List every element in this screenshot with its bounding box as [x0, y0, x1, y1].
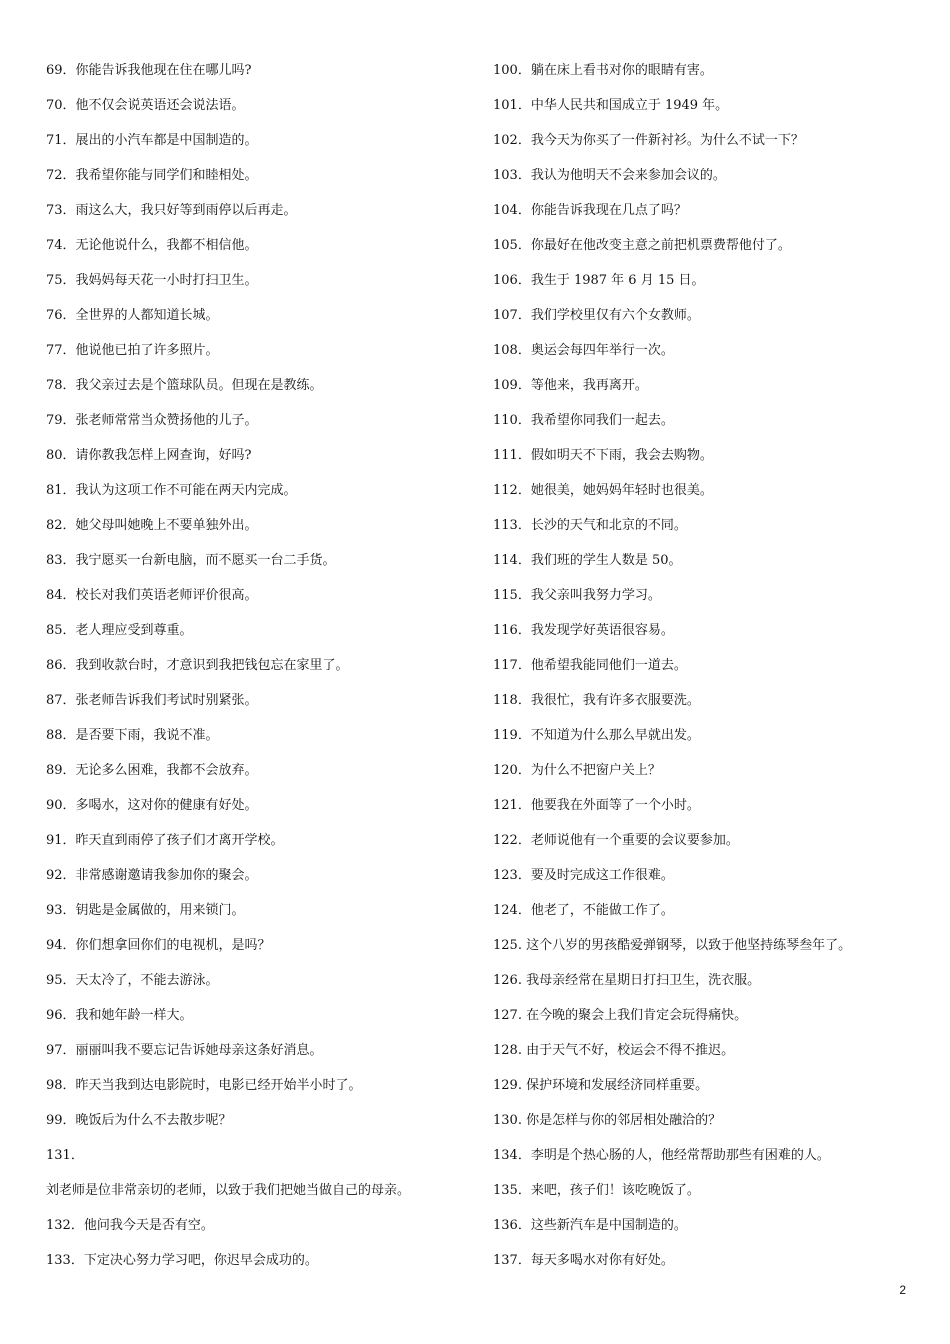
sentence-line: 82．她父母叫她晚上不要单独外出。 [46, 518, 258, 533]
sentence-line: 76．全世界的人都知道长城。 [46, 308, 219, 323]
sentence-line: 101．中华人民共和国成立于 1949 年。 [493, 98, 729, 113]
sentence-line: 71．展出的小汽车都是中国制造的。 [46, 133, 258, 148]
sentence-line: 136．这些新汽车是中国制造的。 [493, 1218, 687, 1233]
sentence-line: 81．我认为这项工作不可能在两天内完成。 [46, 483, 297, 498]
sentence-line: 107．我们学校里仅有六个女教师。 [493, 308, 700, 323]
left-column [46, 58, 466, 1283]
sentence-line: 99．晚饭后为什么不去散步呢？ [46, 1113, 232, 1128]
sentence-line: 128. 由于天气不好，校运会不得不推迟。 [493, 1043, 735, 1058]
sentence-line: 90．多喝水，这对你的健康有好处。 [46, 798, 258, 813]
sentence-line: 69．你能告诉我他现在住在哪儿吗? [46, 63, 252, 78]
sentence-line: 78．我父亲过去是个篮球队员。但现在是教练。 [46, 378, 323, 393]
sentence-line: 106．我生于 1987 年 6 月 15 日。 [493, 273, 705, 288]
sentence-line: 116．我发现学好英语很容易。 [493, 623, 674, 638]
sentence-line: 110．我希望你同我们一起去。 [493, 413, 674, 428]
sentence-line: 104．你能告诉我现在几点了吗？ [493, 203, 687, 218]
sentence-line: 97．丽丽叫我不要忘记告诉她母亲这条好消息。 [46, 1043, 323, 1058]
sentence-line: 77．他说他已拍了许多照片。 [46, 343, 219, 358]
sentence-line: 98．昨天当我到达电影院时，电影已经开始半小时了。 [46, 1078, 362, 1093]
sentence-line: 73．雨这么大，我只好等到雨停以后再走。 [46, 203, 297, 218]
sentence-line: 105．你最好在他改变主意之前把机票费帮他付了。 [493, 238, 791, 253]
sentence-line: 118．我很忙，我有许多衣服要洗。 [493, 693, 700, 708]
sentence-line: 122．老师说他有一个重要的会议要参加。 [493, 833, 739, 848]
sentence-line: 124．他老了，不能做工作了。 [493, 903, 674, 918]
sentence-line: 100．躺在床上看书对你的眼睛有害。 [493, 63, 713, 78]
sentence-line: 115．我父亲叫我努力学习。 [493, 588, 661, 603]
sentence-line: 87．张老师告诉我们考试时别紧张。 [46, 693, 258, 708]
sentence-line: 85．老人理应受到尊重。 [46, 623, 193, 638]
sentence-line: 103．我认为他明天不会来参加会议的。 [493, 168, 726, 183]
sentence-line: 111．假如明天不下雨，我会去购物。 [493, 448, 713, 463]
sentence-line: 79．张老师常常当众赞扬他的儿子。 [46, 413, 258, 428]
sentence-line: 83．我宁愿买一台新电脑，而不愿买一台二手货。 [46, 553, 336, 568]
sentence-line: 132．他问我今天是否有空。 [46, 1218, 214, 1233]
sentence-line: 75．我妈妈每天花一小时打扫卫生。 [46, 273, 258, 288]
sentence-line: 96．我和她年龄一样大。 [46, 1008, 193, 1023]
sentence-line: 129. 保护环境和发展经济同样重要。 [493, 1078, 709, 1093]
right-column [493, 58, 933, 1283]
sentence-line: 135．来吧，孩子们！该吃晚饭了。 [493, 1183, 700, 1198]
sentence-line: 88．是否要下雨，我说不准。 [46, 728, 219, 743]
sentence-line: 91．昨天直到雨停了孩子们才离开学校。 [46, 833, 284, 848]
sentence-line: 131． [46, 1148, 84, 1163]
sentence-line: 86．我到收款台时，才意识到我把钱包忘在家里了。 [46, 658, 349, 673]
sentence-line: 84．校长对我们英语老师评价很高。 [46, 588, 258, 603]
sentence-line: 126. 我母亲经常在星期日打扫卫生，洗衣服。 [493, 973, 761, 988]
sentence-line: 109．等他来，我再离开。 [493, 378, 648, 393]
sentence-line: 134．李明是个热心肠的人，他经常帮助那些有困难的人。 [493, 1148, 830, 1163]
sentence-line: 133．下定决心努力学习吧，你迟早会成功的。 [46, 1253, 318, 1268]
sentence-line: 94．你们想拿回你们的电视机，是吗？ [46, 938, 271, 953]
sentence-line: 92．非常感谢邀请我参加你的聚会。 [46, 868, 258, 883]
sentence-line: 120．为什么不把窗户关上？ [493, 763, 661, 778]
sentence-line: 102．我今天为你买了一件新衬衫。为什么不试一下？ [493, 133, 804, 148]
sentence-line: 137．每天多喝水对你有好处。 [493, 1253, 674, 1268]
sentence-line: 89．无论多么困难，我都不会放弃。 [46, 763, 258, 778]
sentence-line: 93．钥匙是金属做的，用来锁门。 [46, 903, 245, 918]
sentence-line: 117．他希望我能同他们一道去。 [493, 658, 687, 673]
sentence-line: 112．她很美，她妈妈年轻时也很美。 [493, 483, 713, 498]
sentence-line: 123．要及时完成这工作很难。 [493, 868, 674, 883]
sentence-line: 127. 在今晚的聚会上我们肯定会玩得痛快。 [493, 1008, 748, 1023]
sentence-line: 114．我们班的学生人数是 50。 [493, 553, 682, 568]
sentence-line: 80．请你教我怎样上网查询，好吗? [46, 448, 252, 463]
sentence-line: 108．奥运会每四年举行一次。 [493, 343, 674, 358]
sentence-line: 74．无论他说什么，我都不相信他。 [46, 238, 258, 253]
page-number: 2 [899, 1283, 906, 1297]
sentence-line: 121．他要我在外面等了一个小时。 [493, 798, 700, 813]
sentence-line: 113．长沙的天气和北京的不同。 [493, 518, 687, 533]
sentence-line: 刘老师是位非常亲切的老师，以致于我们把她当做自己的母亲。 [46, 1183, 411, 1198]
sentence-line: 95．天太冷了，不能去游泳。 [46, 973, 219, 988]
sentence-line: 70．他不仅会说英语还会说法语。 [46, 98, 245, 113]
sentence-line: 125. 这个八岁的男孩酷爱弹钢琴，以致于他坚持练琴叁年了。 [493, 938, 852, 953]
sentence-line: 119．不知道为什么那么早就出发。 [493, 728, 700, 743]
sentence-line: 130. 你是怎样与你的邻居相处融洽的？ [493, 1113, 722, 1128]
sentence-line: 72．我希望你能与同学们和睦相处。 [46, 168, 258, 183]
